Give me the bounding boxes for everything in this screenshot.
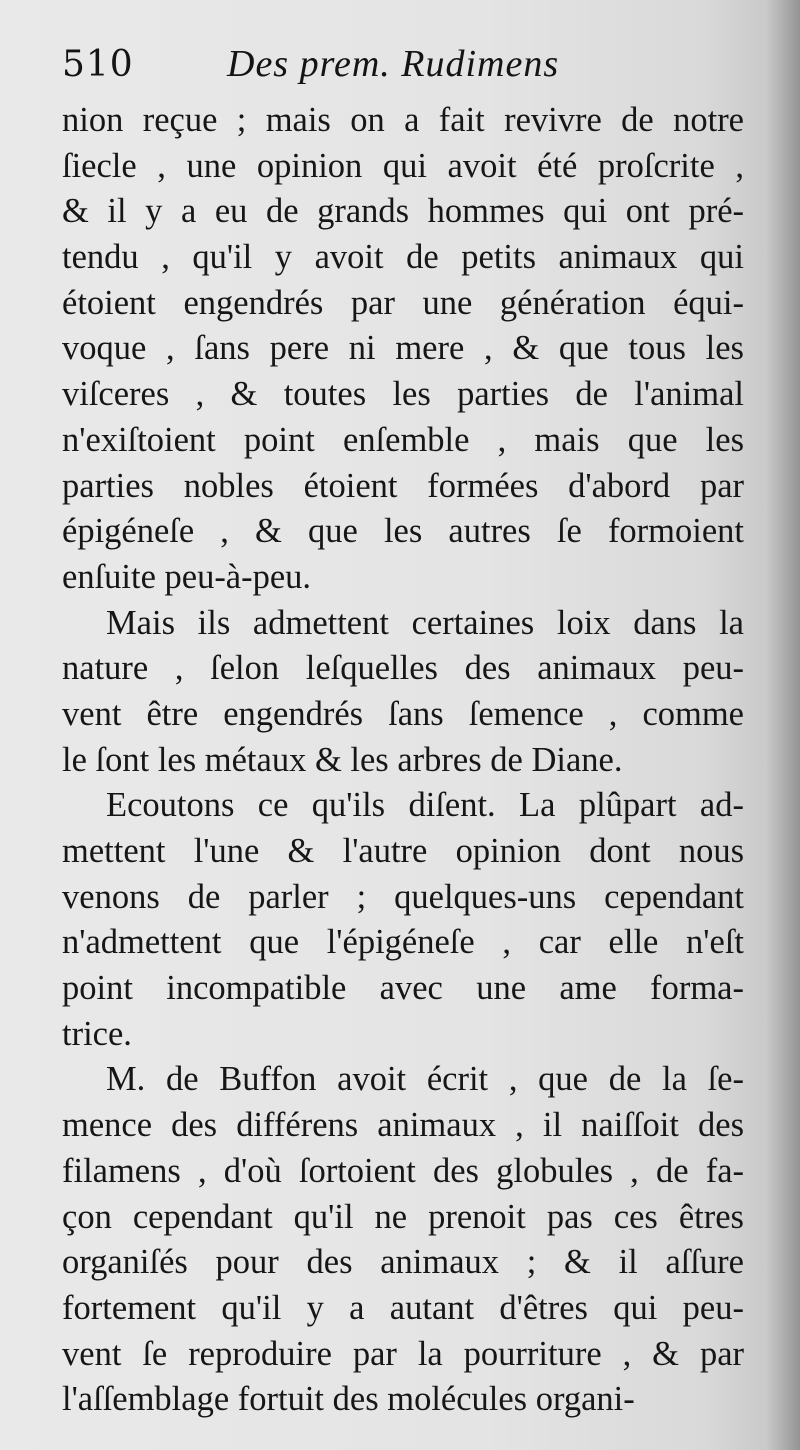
text-line: fortement qu'il y a autant d'êtres qui peu- — [62, 1288, 744, 1327]
text-line: mence des différens animaux , il naiſſoit des — [62, 1106, 744, 1145]
page-number: 510 — [62, 44, 134, 85]
text-line: Mais ils admettent certaines loix dans la — [106, 603, 744, 642]
text-line: voque , ſans pere ni mere , & que tous les — [62, 329, 744, 368]
gutter-shadow — [766, 0, 800, 1450]
text-line: M. de Buffon avoit écrit , que de la ſe- — [106, 1060, 744, 1099]
text-line: tendu , qu'il y avoit de petits animaux qui — [62, 238, 744, 277]
body-text — [62, 98, 744, 1423]
paragraph — [62, 601, 744, 784]
text-line: çon cependant qu'il ne prenoit pas ces êtres — [62, 1197, 744, 1236]
running-head: Des prem. Rudimens — [227, 43, 560, 85]
text-line: le ſont les métaux & les arbres de Diane. — [62, 740, 623, 779]
text-line: mettent l'une & l'autre opinion dont nous — [62, 832, 744, 870]
text-line: vent ſe reproduire par la pourriture , & par — [62, 1334, 744, 1373]
text-line: Ecoutons ce qu'ils diſent. La plûpart ad- — [106, 786, 744, 825]
text-line: nature , ſelon leſquelles des animaux peu- — [62, 649, 744, 688]
page-header — [62, 40, 752, 90]
text-line: trice. — [62, 1014, 132, 1053]
text-line: étoient engendrés par une génération équi- — [62, 283, 744, 322]
text-line: ſiecle , une opinion qui avoit été proſcrite , — [62, 146, 744, 185]
paragraph — [62, 783, 744, 1057]
text-line: viſceres , & toutes les parties de l'animal — [62, 375, 744, 414]
text-line: n'exiſtoient point enſemble , mais que les — [62, 420, 744, 459]
text-line: enſuite peu-à-peu. — [62, 557, 312, 596]
text-line: nion reçue ; mais on a fait revivre de notre — [62, 101, 744, 139]
text-line: organiſés pour des animaux ; & il aſſure — [62, 1243, 744, 1282]
paragraph — [62, 1057, 744, 1423]
paragraph — [62, 98, 744, 601]
text-line: parties nobles étoient formées d'abord par — [62, 466, 744, 505]
text-line: l'aſſemblage fortuit des molécules organi- — [62, 1380, 635, 1419]
text-line: venons de parler ; quelques-uns cependant — [62, 877, 744, 916]
text-line: filamens , d'où ſortoient des globules , de fa- — [62, 1151, 744, 1190]
text-line: n'admettent que l'épigéneſe , car elle n'eſt — [62, 923, 744, 962]
text-line: & il y a eu de grands hommes qui ont pré- — [62, 192, 744, 231]
text-line: épigéneſe , & que les autres ſe formoient — [62, 512, 744, 551]
text-line: vent être engendrés ſans ſemence , comme — [62, 694, 744, 733]
text-line: point incompatible avec une ame forma- — [62, 969, 744, 1008]
